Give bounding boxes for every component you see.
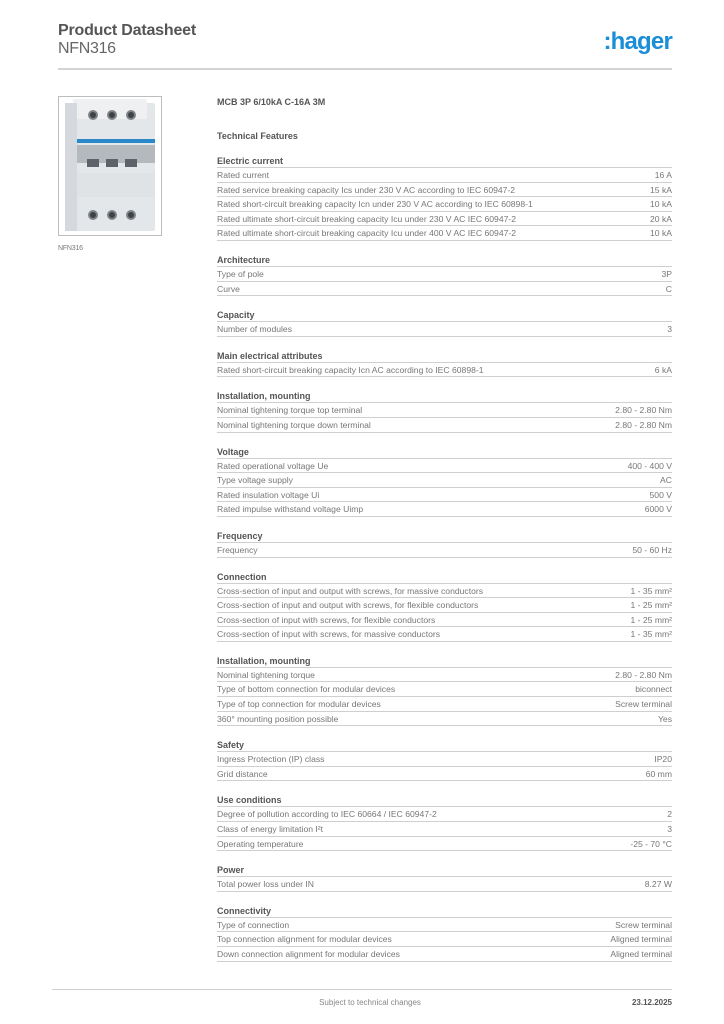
spec-row [217, 877, 672, 892]
spec-label: Cross-section of input and output with screws, for massive conductors [217, 585, 484, 596]
spec-row [217, 168, 672, 183]
spec-section [217, 739, 672, 781]
spec-label: Rated short-circuit breaking capacity Icn under 230 V AC according to IEC 60898-1 [217, 199, 533, 210]
spec-sections [217, 155, 672, 962]
page-header [58, 22, 672, 70]
spec-value: 50 - 60 Hz [632, 544, 672, 555]
product-image [58, 96, 162, 236]
spec-row [217, 473, 672, 488]
hager-logo: :hager [603, 28, 672, 55]
section-title: Capacity [217, 309, 672, 322]
spec-row [217, 918, 672, 933]
product-name: MCB 3P 6/10kA C-16A 3M [217, 97, 326, 107]
section-title: Safety [217, 739, 672, 752]
section-title: Main electrical attributes [217, 350, 672, 363]
spec-row [217, 418, 672, 433]
spec-value: 60 mm [645, 768, 672, 779]
spec-section [217, 309, 672, 337]
section-title: Installation, mounting [217, 655, 672, 668]
spec-value: 8.27 W [644, 879, 672, 890]
spec-value: AC [660, 475, 672, 486]
spec-label: Degree of pollution according to IEC 60664 / IEC 60947-2 [217, 809, 437, 820]
spec-row [217, 363, 672, 378]
spec-value: 1 - 35 mm² [630, 629, 672, 640]
spec-value: 1 - 25 mm² [630, 614, 672, 625]
spec-value: 10 kA [650, 228, 672, 239]
spec-value: 2.80 - 2.80 Nm [615, 405, 672, 416]
spec-value: Aligned terminal [610, 949, 672, 959]
spec-row [217, 697, 672, 712]
spec-value: 2.80 - 2.80 Nm [615, 669, 672, 680]
spec-section [217, 571, 672, 642]
spec-value: 3P [661, 268, 672, 279]
spec-row [217, 282, 672, 297]
footer-note-text: Subject to technical changes [319, 998, 421, 1007]
spec-label: Class of energy limitation I²t [217, 824, 324, 835]
footer-date: 23.12.2025 [631, 998, 672, 1007]
spec-section [217, 864, 672, 892]
spec-label: Total power loss under IN [217, 879, 314, 890]
spec-label: Cross-section of input with screws, for massive conductors [217, 629, 441, 640]
spec-row [217, 682, 672, 697]
spec-label: Rated current [217, 170, 270, 180]
spec-label: Cross-section of input and output with screws, for flexible conductors [217, 600, 479, 611]
spec-section [217, 254, 672, 296]
spec-row [217, 767, 672, 782]
spec-value: 15 kA [650, 184, 672, 195]
spec-label: Rated operational voltage Ue [217, 460, 329, 471]
spec-label: Type of connection [217, 919, 290, 930]
spec-label: Type of top connection for modular devices [217, 699, 381, 710]
spec-row [217, 947, 672, 962]
spec-label: Rated service breaking capacity Ics under 230 V AC according to IEC 60947-2 [217, 184, 516, 195]
spec-value: 2 [667, 809, 672, 820]
spec-row [217, 543, 672, 558]
section-title: Frequency [217, 530, 672, 543]
section-title: Power [217, 864, 672, 877]
spec-row [217, 226, 672, 241]
spec-section [217, 794, 672, 851]
spec-value: Yes [657, 713, 672, 724]
spec-label: Type of bottom connection for modular devices [217, 684, 396, 695]
spec-row [217, 932, 672, 947]
spec-row [217, 488, 672, 503]
section-title: Connection [217, 571, 672, 584]
section-title: Architecture [217, 254, 672, 267]
spec-label: Ingress Protection (IP) class [217, 754, 325, 765]
spec-value: -25 - 70 °C [630, 838, 672, 849]
spec-value: Screw terminal [615, 919, 672, 930]
spec-row [217, 197, 672, 212]
spec-value: 3 [667, 824, 672, 835]
section-title: Use conditions [217, 794, 672, 807]
spec-value: 10 kA [650, 199, 672, 210]
section-title: Voltage [217, 446, 672, 459]
product-code: NFN316 [58, 40, 116, 57]
spec-section [217, 905, 672, 962]
spec-section [217, 655, 672, 726]
spec-label: Rated short-circuit breaking capacity Icn AC according to IEC 60898-1 [217, 364, 484, 375]
spec-value: biconnect [635, 684, 672, 695]
spec-row [217, 613, 672, 628]
spec-value: 6000 V [644, 504, 672, 515]
section-title: Installation, mounting [217, 390, 672, 403]
spec-value: 3 [667, 324, 672, 335]
spec-label: Operating temperature [217, 838, 304, 849]
circuit-breaker-illustration [59, 97, 161, 235]
specifications [217, 96, 672, 962]
spec-row [217, 712, 672, 727]
spec-label: Rated ultimate short-circuit breaking capacity Icu under 400 V AC IEC 60947-2 [217, 228, 517, 239]
footer-divider [52, 989, 672, 990]
spec-label: Frequency [217, 544, 258, 555]
spec-row [217, 807, 672, 822]
spec-row [217, 627, 672, 642]
spec-label: Type voltage supply [217, 475, 293, 486]
spec-label: Rated ultimate short-circuit breaking capacity Icu under 230 V AC IEC 60947-2 [217, 213, 517, 224]
spec-row [217, 267, 672, 282]
document-title: Product Datasheet [58, 22, 196, 39]
spec-section [217, 390, 672, 432]
spec-label: Nominal tightening torque [217, 669, 315, 680]
spec-value: 20 kA [650, 213, 672, 224]
spec-value: 16 A [654, 170, 672, 180]
spec-label: Number of modules [217, 324, 292, 335]
spec-label: Rated impulse withstand voltage Uimp [217, 504, 364, 515]
spec-label: Top connection alignment for modular devices [217, 934, 392, 945]
spec-value: Screw terminal [615, 699, 672, 710]
spec-row [217, 752, 672, 767]
spec-row [217, 668, 672, 683]
spec-label: Nominal tightening torque down terminal [217, 419, 371, 430]
section-title: Electric current [217, 155, 672, 168]
footer-note [0, 998, 724, 1007]
spec-section [217, 530, 672, 558]
image-caption: NFN316 [58, 245, 83, 252]
spec-section [217, 155, 672, 241]
spec-label: Down connection alignment for modular devices [217, 949, 400, 959]
spec-row [217, 322, 672, 337]
spec-label: Rated insulation voltage Ui [217, 489, 320, 500]
spec-row [217, 502, 672, 517]
spec-label: Curve [217, 283, 240, 294]
spec-value: 1 - 35 mm² [630, 585, 672, 596]
spec-value: 500 V [649, 489, 672, 500]
spec-value: 1 - 25 mm² [630, 600, 672, 611]
spec-label: Cross-section of input with screws, for flexible conductors [217, 614, 436, 625]
spec-row [217, 584, 672, 599]
spec-row [217, 822, 672, 837]
spec-label: 360° mounting position possible [217, 713, 339, 724]
spec-row [217, 459, 672, 474]
section-title: Connectivity [217, 905, 672, 918]
spec-value: 2.80 - 2.80 Nm [615, 419, 672, 430]
spec-label: Nominal tightening torque top terminal [217, 405, 363, 416]
spec-row [217, 183, 672, 198]
spec-section [217, 446, 672, 517]
spec-row [217, 212, 672, 227]
spec-label: Grid distance [217, 768, 268, 779]
spec-value: 400 - 400 V [627, 460, 672, 471]
spec-section [217, 350, 672, 378]
header-divider [58, 68, 672, 70]
spec-row [217, 837, 672, 852]
spec-row [217, 598, 672, 613]
technical-features-heading: Technical Features [217, 131, 298, 141]
spec-value: IP20 [654, 754, 672, 765]
spec-value: C [665, 283, 672, 294]
spec-value: Aligned terminal [610, 934, 672, 945]
spec-row [217, 403, 672, 418]
spec-value: 6 kA [654, 364, 672, 375]
spec-label: Type of pole [217, 268, 264, 279]
